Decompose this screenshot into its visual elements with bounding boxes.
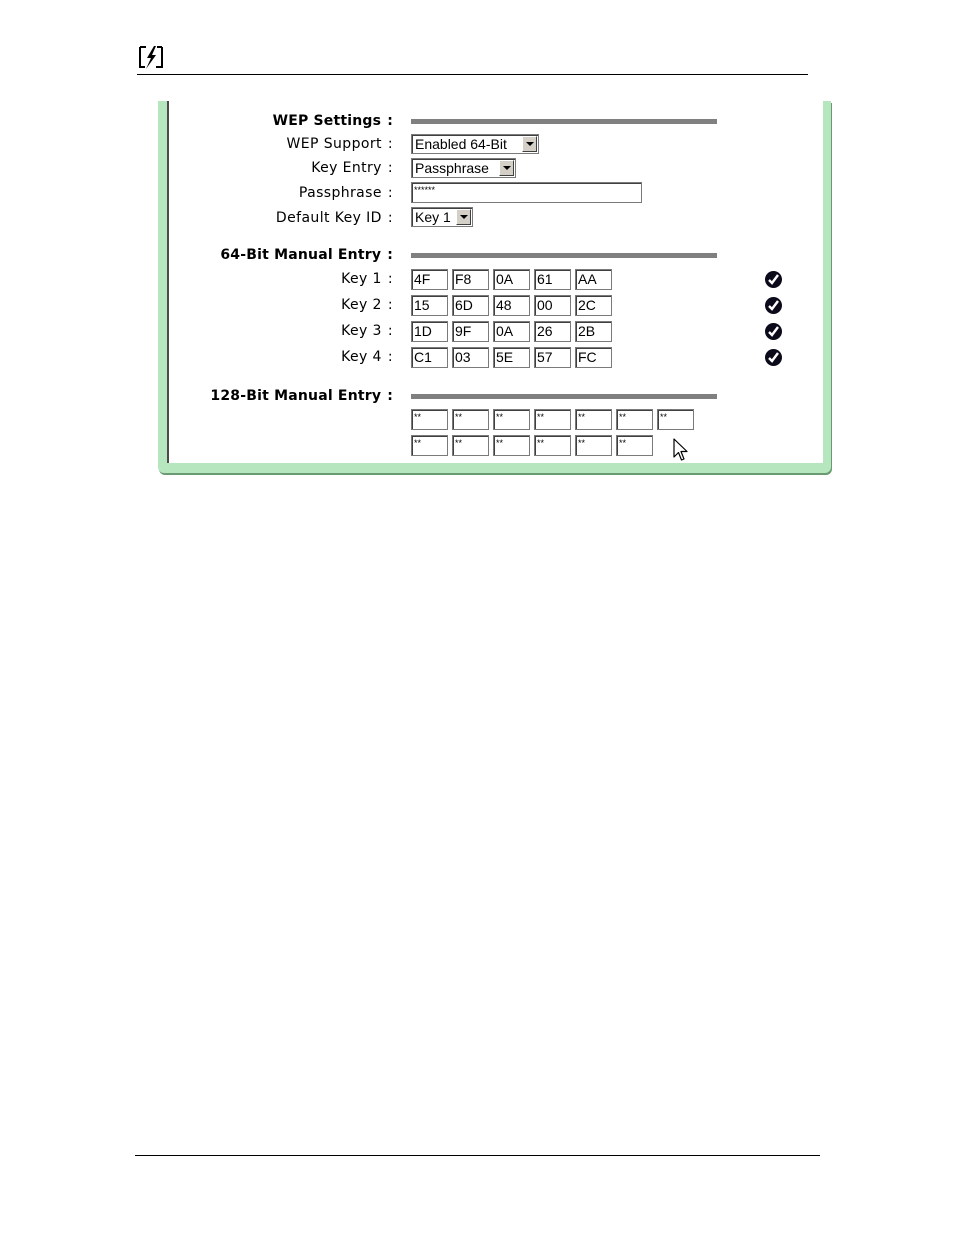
- wep-support-label: WEP Support :: [286, 136, 393, 152]
- key-3-byte-3[interactable]: 0A: [493, 321, 530, 342]
- key-128-byte-12[interactable]: **: [575, 435, 612, 456]
- key-1-label: Key 1 :: [341, 271, 393, 287]
- key-4-byte-5[interactable]: FC: [575, 347, 612, 368]
- manual-128-divider: [411, 394, 717, 399]
- wep-settings-heading: WEP Settings :: [272, 113, 393, 129]
- lightning-bolt-logo-icon: [137, 44, 165, 70]
- passphrase-input[interactable]: ******: [411, 182, 642, 203]
- key-128-byte-13[interactable]: **: [616, 435, 653, 456]
- key-3-label: Key 3 :: [341, 323, 393, 339]
- key-3-byte-1[interactable]: 1D: [411, 321, 448, 342]
- key-3-byte-4[interactable]: 26: [534, 321, 571, 342]
- wep-support-select[interactable]: Enabled 64-Bit: [411, 134, 539, 154]
- wep-settings-divider: [411, 119, 717, 124]
- default-key-id-select[interactable]: Key 1: [411, 207, 473, 227]
- key-1-byte-1[interactable]: 4F: [411, 269, 448, 290]
- chevron-down-icon[interactable]: [499, 160, 514, 176]
- key-128-byte-7[interactable]: **: [657, 409, 694, 430]
- key-128-byte-4[interactable]: **: [534, 409, 571, 430]
- footer-rule: [135, 1155, 820, 1156]
- key-entry-label: Key Entry :: [311, 160, 393, 176]
- manual-64-divider: [411, 253, 717, 258]
- key-128-byte-8[interactable]: **: [411, 435, 448, 456]
- key-2-byte-5[interactable]: 2C: [575, 295, 612, 316]
- key-entry-select[interactable]: Passphrase: [411, 158, 516, 178]
- key-4-byte-2[interactable]: 03: [452, 347, 489, 368]
- key-128-byte-2[interactable]: **: [452, 409, 489, 430]
- checkmark-icon: [765, 271, 782, 288]
- key-1-byte-5[interactable]: AA: [575, 269, 612, 290]
- key-1-byte-2[interactable]: F8: [452, 269, 489, 290]
- key-128-byte-5[interactable]: **: [575, 409, 612, 430]
- key-1-byte-3[interactable]: 0A: [493, 269, 530, 290]
- chevron-down-icon[interactable]: [522, 136, 537, 152]
- manual-128-heading: 128-Bit Manual Entry :: [210, 388, 393, 404]
- chevron-down-icon[interactable]: [456, 209, 471, 225]
- checkmark-icon: [765, 349, 782, 366]
- key-128-byte-9[interactable]: **: [452, 435, 489, 456]
- key-2-byte-4[interactable]: 00: [534, 295, 571, 316]
- key-128-byte-10[interactable]: **: [493, 435, 530, 456]
- mouse-pointer-icon: [673, 438, 689, 462]
- key-128-byte-11[interactable]: **: [534, 435, 571, 456]
- key-4-byte-1[interactable]: C1: [411, 347, 448, 368]
- checkmark-icon: [765, 297, 782, 314]
- key-128-byte-6[interactable]: **: [616, 409, 653, 430]
- key-2-byte-3[interactable]: 48: [493, 295, 530, 316]
- header-rule: [137, 74, 808, 75]
- key-3-byte-5[interactable]: 2B: [575, 321, 612, 342]
- key-2-byte-2[interactable]: 6D: [452, 295, 489, 316]
- checkmark-icon: [765, 323, 782, 340]
- key-128-byte-3[interactable]: **: [493, 409, 530, 430]
- passphrase-label: Passphrase :: [298, 185, 393, 201]
- key-4-byte-4[interactable]: 57: [534, 347, 571, 368]
- key-4-label: Key 4 :: [341, 349, 393, 365]
- key-4-byte-3[interactable]: 5E: [493, 347, 530, 368]
- key-2-label: Key 2 :: [341, 297, 393, 313]
- key-3-byte-2[interactable]: 9F: [452, 321, 489, 342]
- key-128-byte-1[interactable]: **: [411, 409, 448, 430]
- default-key-id-label: Default Key ID :: [275, 210, 393, 226]
- manual-64-heading: 64-Bit Manual Entry :: [220, 247, 393, 263]
- key-2-byte-1[interactable]: 15: [411, 295, 448, 316]
- key-1-byte-4[interactable]: 61: [534, 269, 571, 290]
